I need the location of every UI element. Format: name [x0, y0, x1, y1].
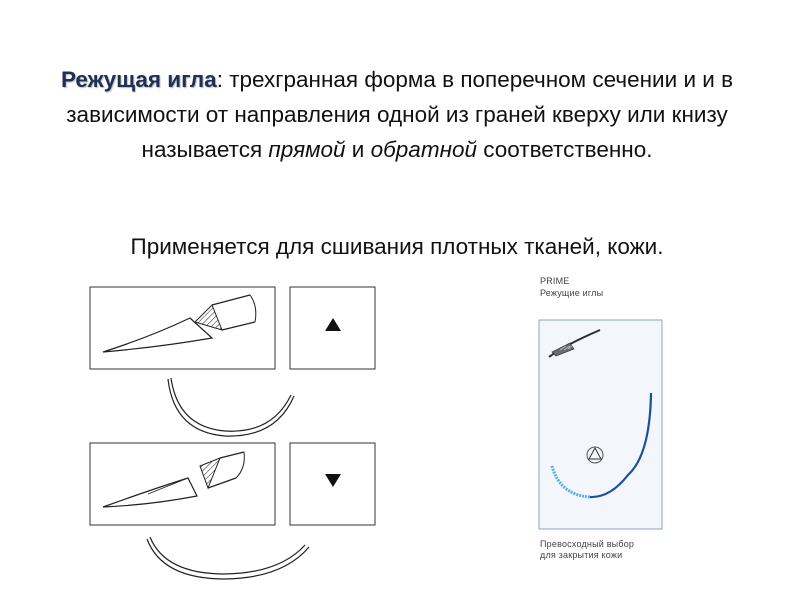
and-word: и	[345, 137, 371, 162]
definition-text: трехгранная форма в поперечном сечении и и в зависимости от направления одной из граней кверху или книзу называется	[66, 67, 734, 162]
brand-label: PRIME	[540, 276, 570, 286]
usage-text: Применяется для сшивания плотных тканей, кожи.	[130, 234, 664, 259]
term-reverse: обратной	[370, 137, 477, 162]
definition-end: соответственно.	[476, 137, 653, 162]
product-subtitle: Режущие иглы	[540, 288, 604, 298]
caption-line-2: для закрытия кожи	[540, 550, 623, 560]
title-colon: :	[216, 67, 223, 92]
term-straight: прямой	[268, 137, 346, 162]
caption-line-1: Превосходный выбор	[540, 539, 635, 549]
slide-title: Режущая игла	[60, 67, 217, 92]
